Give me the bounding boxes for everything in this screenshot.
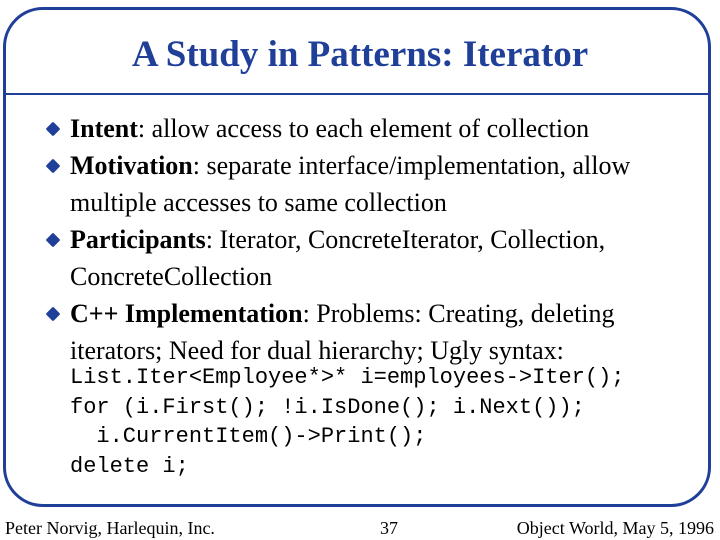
code-block <box>70 363 625 481</box>
diamond-bullet-icon <box>46 159 61 174</box>
bullet-participants <box>46 221 696 295</box>
code-line: i.CurrentItem()->Print(); <box>70 424 427 449</box>
footer-page-number: 37 <box>380 518 398 538</box>
bullet-term: Motivation <box>70 151 193 180</box>
bullet-text: : allow access to each element of collection <box>137 114 590 143</box>
bullet-list <box>46 110 696 369</box>
slide-title: A Study in Patterns: Iterator <box>131 34 589 75</box>
footer-event: Object World, May 5, 1996 <box>516 518 714 538</box>
bullet-implementation <box>46 295 696 369</box>
diamond-bullet-icon <box>46 233 61 248</box>
bullet-text: : Iterator, ConcreteIterator, Collection, ConcreteCollection <box>70 225 606 291</box>
bullet-motivation <box>46 147 696 221</box>
bullet-text: : separate interface/implementation, allow multiple accesses to same collection <box>70 151 631 217</box>
diamond-bullet-icon <box>46 307 61 322</box>
footer-author: Peter Norvig, Harlequin, Inc. <box>5 518 215 538</box>
bullet-term: Participants <box>70 225 206 254</box>
bullet-text: : Problems: Creating, deleting iterators; Need for dual hierarchy; Ugly syntax: <box>70 299 615 365</box>
code-line: delete i; <box>70 453 189 479</box>
bullet-term: Intent <box>70 114 138 143</box>
bullet-intent <box>46 110 696 147</box>
code-line: for (i.First(); !i.IsDone(); i.Next()); <box>70 394 585 420</box>
bullet-term: C++ Implementation <box>70 299 303 328</box>
code-line: List.Iter<Employee*>* i=employees->Iter(); <box>70 365 625 390</box>
diamond-bullet-icon <box>46 122 61 137</box>
title-rule <box>6 93 708 95</box>
